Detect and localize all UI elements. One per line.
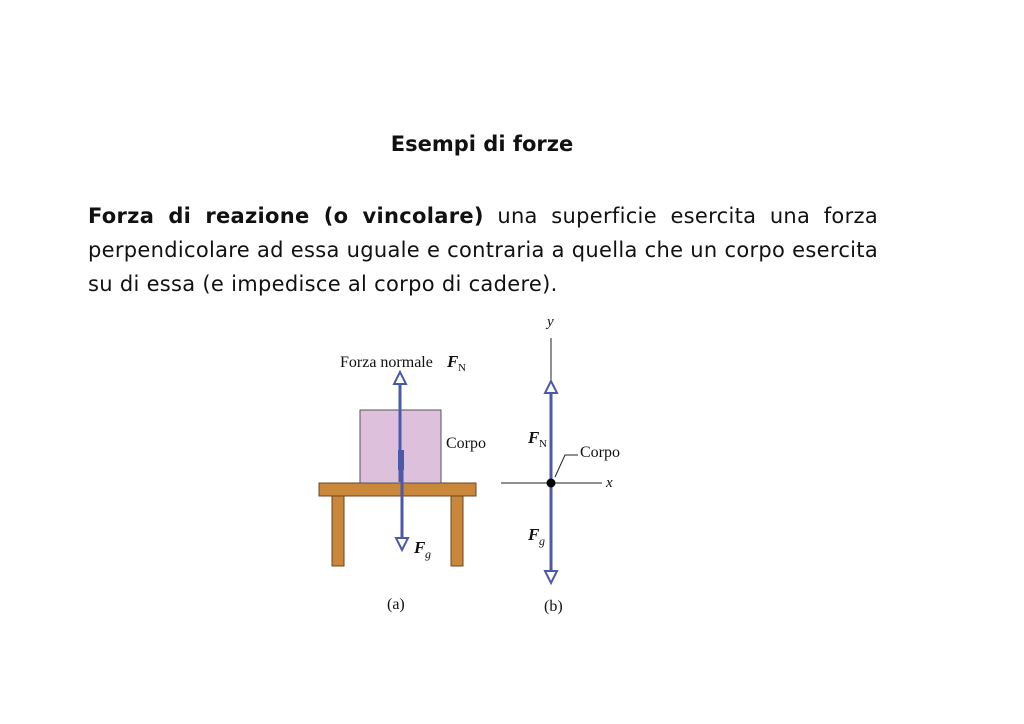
- body-label-b: Corpo: [580, 444, 620, 461]
- fn-subscript-b: N: [539, 438, 547, 450]
- term-bold: Forza di reazione (o vincolare): [88, 204, 484, 228]
- figure-b: [501, 314, 620, 615]
- body-leader-line: [555, 455, 578, 477]
- table-top: [319, 483, 476, 496]
- table-leg-left: [332, 496, 344, 566]
- gravity-force-arrow-b: [545, 483, 557, 583]
- normal-force-head: [394, 372, 406, 384]
- fg-subscript-a: g: [425, 547, 431, 561]
- slide-title: Esempi di forze: [390, 132, 574, 156]
- fg-symbol-b: F: [528, 525, 540, 544]
- definition-text: una superficie esercita una forza perpendicolare ad essa uguale e contraria a quella che un corpo esercita su di essa (e impedisce al corpo di cadere).: [88, 204, 878, 296]
- table: [319, 483, 476, 566]
- y-axis-label: y: [547, 314, 554, 330]
- fg-symbol-a: F: [414, 538, 426, 557]
- caption-a: (a): [387, 596, 405, 613]
- normal-force-head-b: [545, 381, 557, 393]
- body-label-a: Corpo: [446, 435, 486, 452]
- normal-force-label: Forza normale: [340, 354, 433, 371]
- body-point: [547, 479, 556, 488]
- fn-subscript-a: N: [458, 362, 466, 374]
- caption-b: (b): [544, 598, 563, 615]
- fg-subscript-b: g: [539, 534, 545, 548]
- x-axis-label: x: [606, 475, 613, 491]
- fn-symbol-b: F: [528, 428, 540, 447]
- table-leg-right: [451, 496, 463, 566]
- normal-force-arrow-b: [545, 381, 557, 483]
- gravity-force-head: [396, 538, 408, 550]
- gravity-force-head-b: [545, 571, 557, 583]
- fn-symbol-a: F: [447, 352, 459, 371]
- figure-a: [319, 352, 486, 613]
